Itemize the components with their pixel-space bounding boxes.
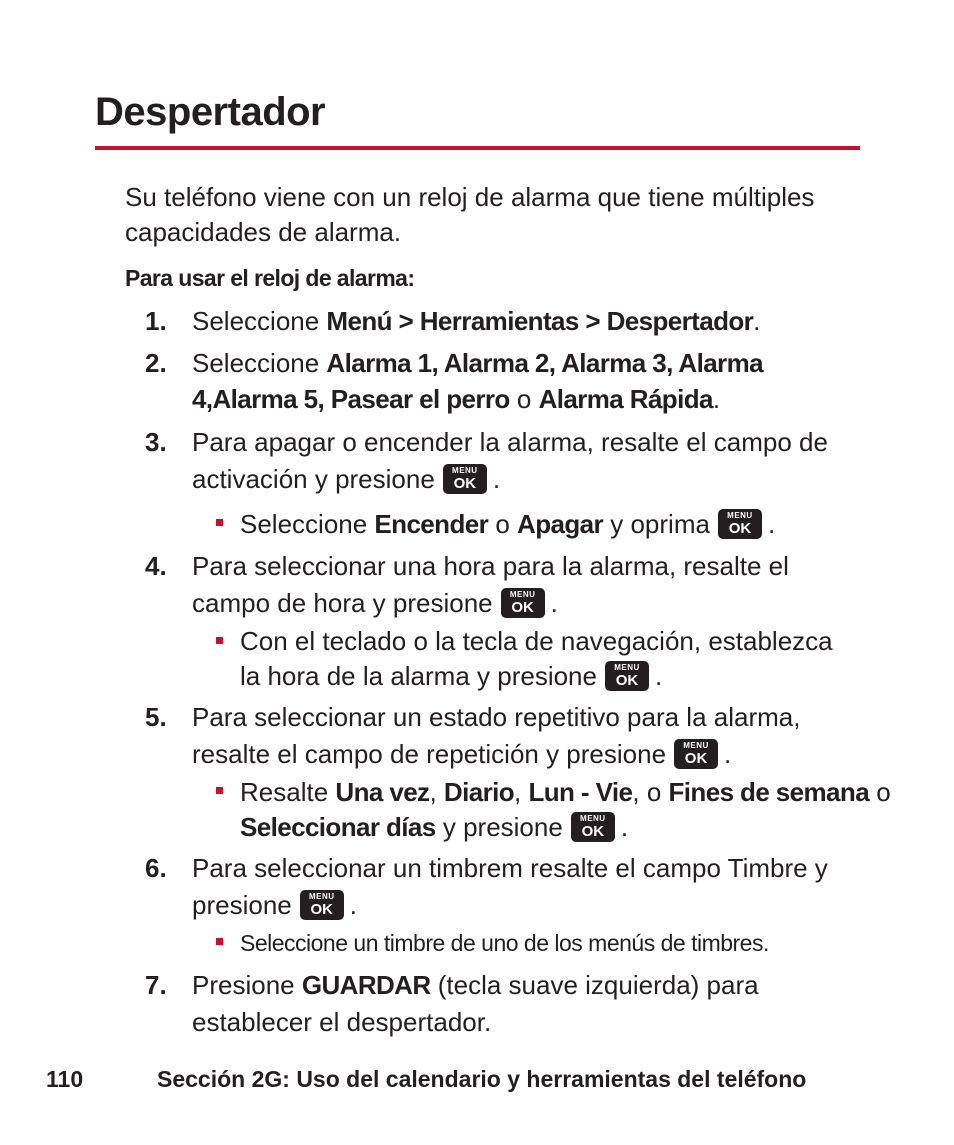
step-5-sub-line-2: Seleccionar días y presione MENU OK . [240,812,629,842]
page-title: Despertador [95,90,326,134]
menu-ok-key-icon: MENU OK [605,661,649,691]
bullet-icon [216,938,223,945]
step-4-sub-line-1: Con el teclado o la tecla de navegación, establezca [240,626,833,656]
step-number-5: 5. [145,702,167,732]
save-softkey-label: GUARDAR [301,970,431,1000]
step-5-line-1: Para seleccionar un estado repetitivo para la alarma, [192,702,801,732]
page-number: 110 [46,1066,84,1092]
step-7-line-2: establecer el despertador. [192,1007,492,1037]
procedure-heading: Para usar el reloj de alarma: [125,265,415,291]
step-number-4: 4. [145,551,167,581]
menu-ok-key-icon: MENU OK [501,588,545,618]
step-4-sub-line-2: la hora de la alarma y presione MENU OK . [240,661,663,691]
step-4-line-1: Para seleccionar una hora para la alarma, resalte el [192,551,789,581]
step-2-line-2: 4,Alarma 5, Pasear el perro o Alarma Rápida. [192,384,721,414]
title-rule [95,146,860,150]
step-2-line-1: Seleccione Alarma 1, Alarma 2, Alarma 3, Alarma [192,348,763,378]
step-number-2: 2. [145,348,167,378]
bullet-icon [216,519,223,526]
step-3-sub: Seleccione Encender o Apagar y oprima MENU OK . [240,509,776,539]
menu-ok-key-icon: MENU OK [571,812,615,842]
bullet-icon [216,787,223,794]
section-footer: Sección 2G: Uso del calendario y herramientas del teléfono [157,1066,807,1092]
step-3-line-2: activación y presione MENU OK . [192,464,501,494]
menu-ok-key-icon: MENU OK [718,509,762,539]
menu-ok-key-icon: MENU OK [300,890,344,920]
intro-line-2: capacidades de alarma. [125,217,402,247]
step-number-6: 6. [145,853,167,883]
menu-ok-key-icon: MENU OK [443,464,487,494]
step-6-line-1: Para seleccionar un timbrem resalte el campo Timbre y [192,853,828,883]
step-6-sub: Seleccione un timbre de uno de los menús de timbres. [240,930,769,956]
step-number-3: 3. [145,427,167,457]
step-5-sub-line-1: Resalte Una vez, Diario, Lun - Vie, o Fines de semana o [240,777,891,807]
alarm-options: Alarma 1, Alarma 2, Alarma 3, Alarma [326,348,763,378]
step-1-text: Seleccione Menú > Herramientas > Despertador. [192,306,761,336]
step-number-1: 1. [145,306,167,336]
bullet-icon [216,637,223,644]
menu-path-alarm-clock: Despertador [606,306,754,336]
step-6-line-2: presione MENU OK . [192,890,357,920]
step-3-line-1: Para apagar o encender la alarma, resalte el campo de [192,427,828,457]
menu-path-menu: Menú [326,306,392,336]
menu-ok-key-icon: MENU OK [674,739,718,769]
menu-path-tools: Herramientas [419,306,579,336]
step-7-line-1: Presione GUARDAR (tecla suave izquierda) para [192,970,759,1000]
intro-line-1: Su teléfono viene con un reloj de alarma que tiene múltiples [125,182,815,212]
step-number-7: 7. [145,970,167,1000]
step-5-line-2: resalte el campo de repetición y presione MENU OK . [192,739,732,769]
step-4-line-2: campo de hora y presione MENU OK . [192,588,558,618]
quick-alarm-option: Alarma Rápida [538,384,713,414]
